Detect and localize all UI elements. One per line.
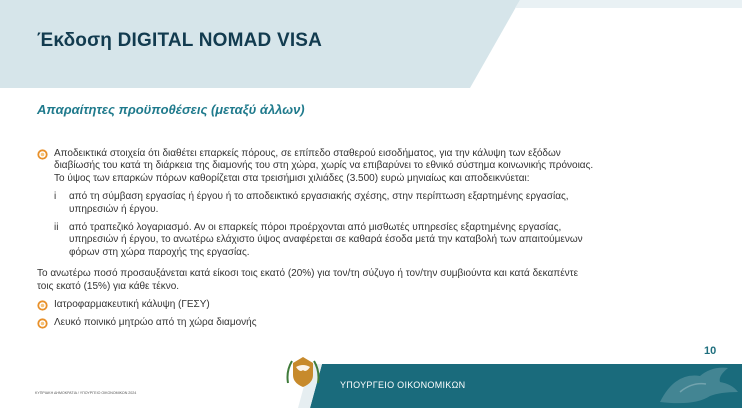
text-line: τοις εκατό (15%) για κάθε τέκνο.	[37, 280, 180, 292]
text-line: υπηρεσιών ή έργου.	[69, 203, 159, 215]
text-line: Ιατροφαρμακευτική κάλυψη (ΓΕΣΥ)	[54, 299, 210, 311]
text-line: υπηρεσιών ή έργου, το ανωτέρω ελάχιστο ύψος αναφέρεται σε καθαρά έσοδα μετά την καταβολή των απαιτούμενων	[69, 234, 583, 246]
section-subtitle: Απαραίτητες προϋποθέσεις (μεταξύ άλλων)	[37, 102, 305, 117]
list-item	[37, 317, 657, 329]
orange-circle-bullet-icon	[37, 318, 48, 329]
copyright-text: ΚΥΠΡΙΑΚΗ ΔΗΜΟΚΡΑΤΙΑ / ΥΠΟΥΡΓΕΙΟ ΟΙΚΟΝΟΜΙΚΩΝ 2024	[35, 391, 137, 395]
dove-watermark-icon	[640, 362, 740, 408]
list-item	[37, 222, 657, 259]
list-marker: ii	[54, 222, 59, 234]
text-line: Το ανωτέρω ποσό προσαυξάνεται κατά είκοσι τοις εκατό (20%) για τον/τη σύζυγο ή τον/την συμβιούντα και κατά δεκαπέντε	[37, 268, 579, 280]
cyprus-coat-of-arms-icon	[282, 353, 324, 391]
text-line: από τραπεζικό λογαριασμό. Αν οι επαρκείς πόροι προέρχονται από μισθωτές υπηρεσίες εξαρτημένης εργασίας,	[69, 222, 562, 234]
page-title: Έκδοση DIGITAL NOMAD VISA	[37, 30, 323, 51]
text-line: διαβίωσής του κατά τη διάρκεια της διαμονής του στη χώρα, χωρίς να επιβαρύνει το εθνικό σύστημα κοινωνικής πρόνοιας.	[54, 160, 594, 172]
page-number: 10	[704, 345, 717, 357]
text-line: Λευκό ποινικό μητρώο από τη χώρα διαμονής	[54, 317, 257, 329]
list-item	[37, 299, 657, 311]
orange-circle-bullet-icon	[37, 149, 48, 160]
slide-content	[37, 148, 657, 330]
text-line: φόρων στη χώρα παροχής της εργασίας.	[69, 246, 250, 258]
list-item	[37, 191, 657, 216]
orange-circle-bullet-icon	[37, 300, 48, 311]
list-marker: i	[54, 191, 57, 203]
ministry-label: ΥΠΟΥΡΓΕΙΟ ΟΙΚΟΝΟΜΙΚΩΝ	[340, 380, 466, 390]
text-line: Το ύψος των επαρκών πόρων καθορίζεται στα τρεισήμισι χιλιάδες (3.500) ευρώ μηνιαίως και αποδεικνύεται:	[54, 172, 530, 184]
list-item	[37, 148, 657, 185]
text-line: Αποδεικτικά στοιχεία ότι διαθέτει επαρκείς πόρους, σε επίπεδο σταθερού εισοδήματος, για την κάλυψη των εξόδων	[54, 148, 561, 159]
increase-note	[37, 268, 657, 293]
text-line: από τη σύμβαση εργασίας ή έργου ή το αποδεικτικό εργασιακής σχέσης, στην περίπτωση εξαρτημένης εργασίας,	[69, 191, 569, 203]
